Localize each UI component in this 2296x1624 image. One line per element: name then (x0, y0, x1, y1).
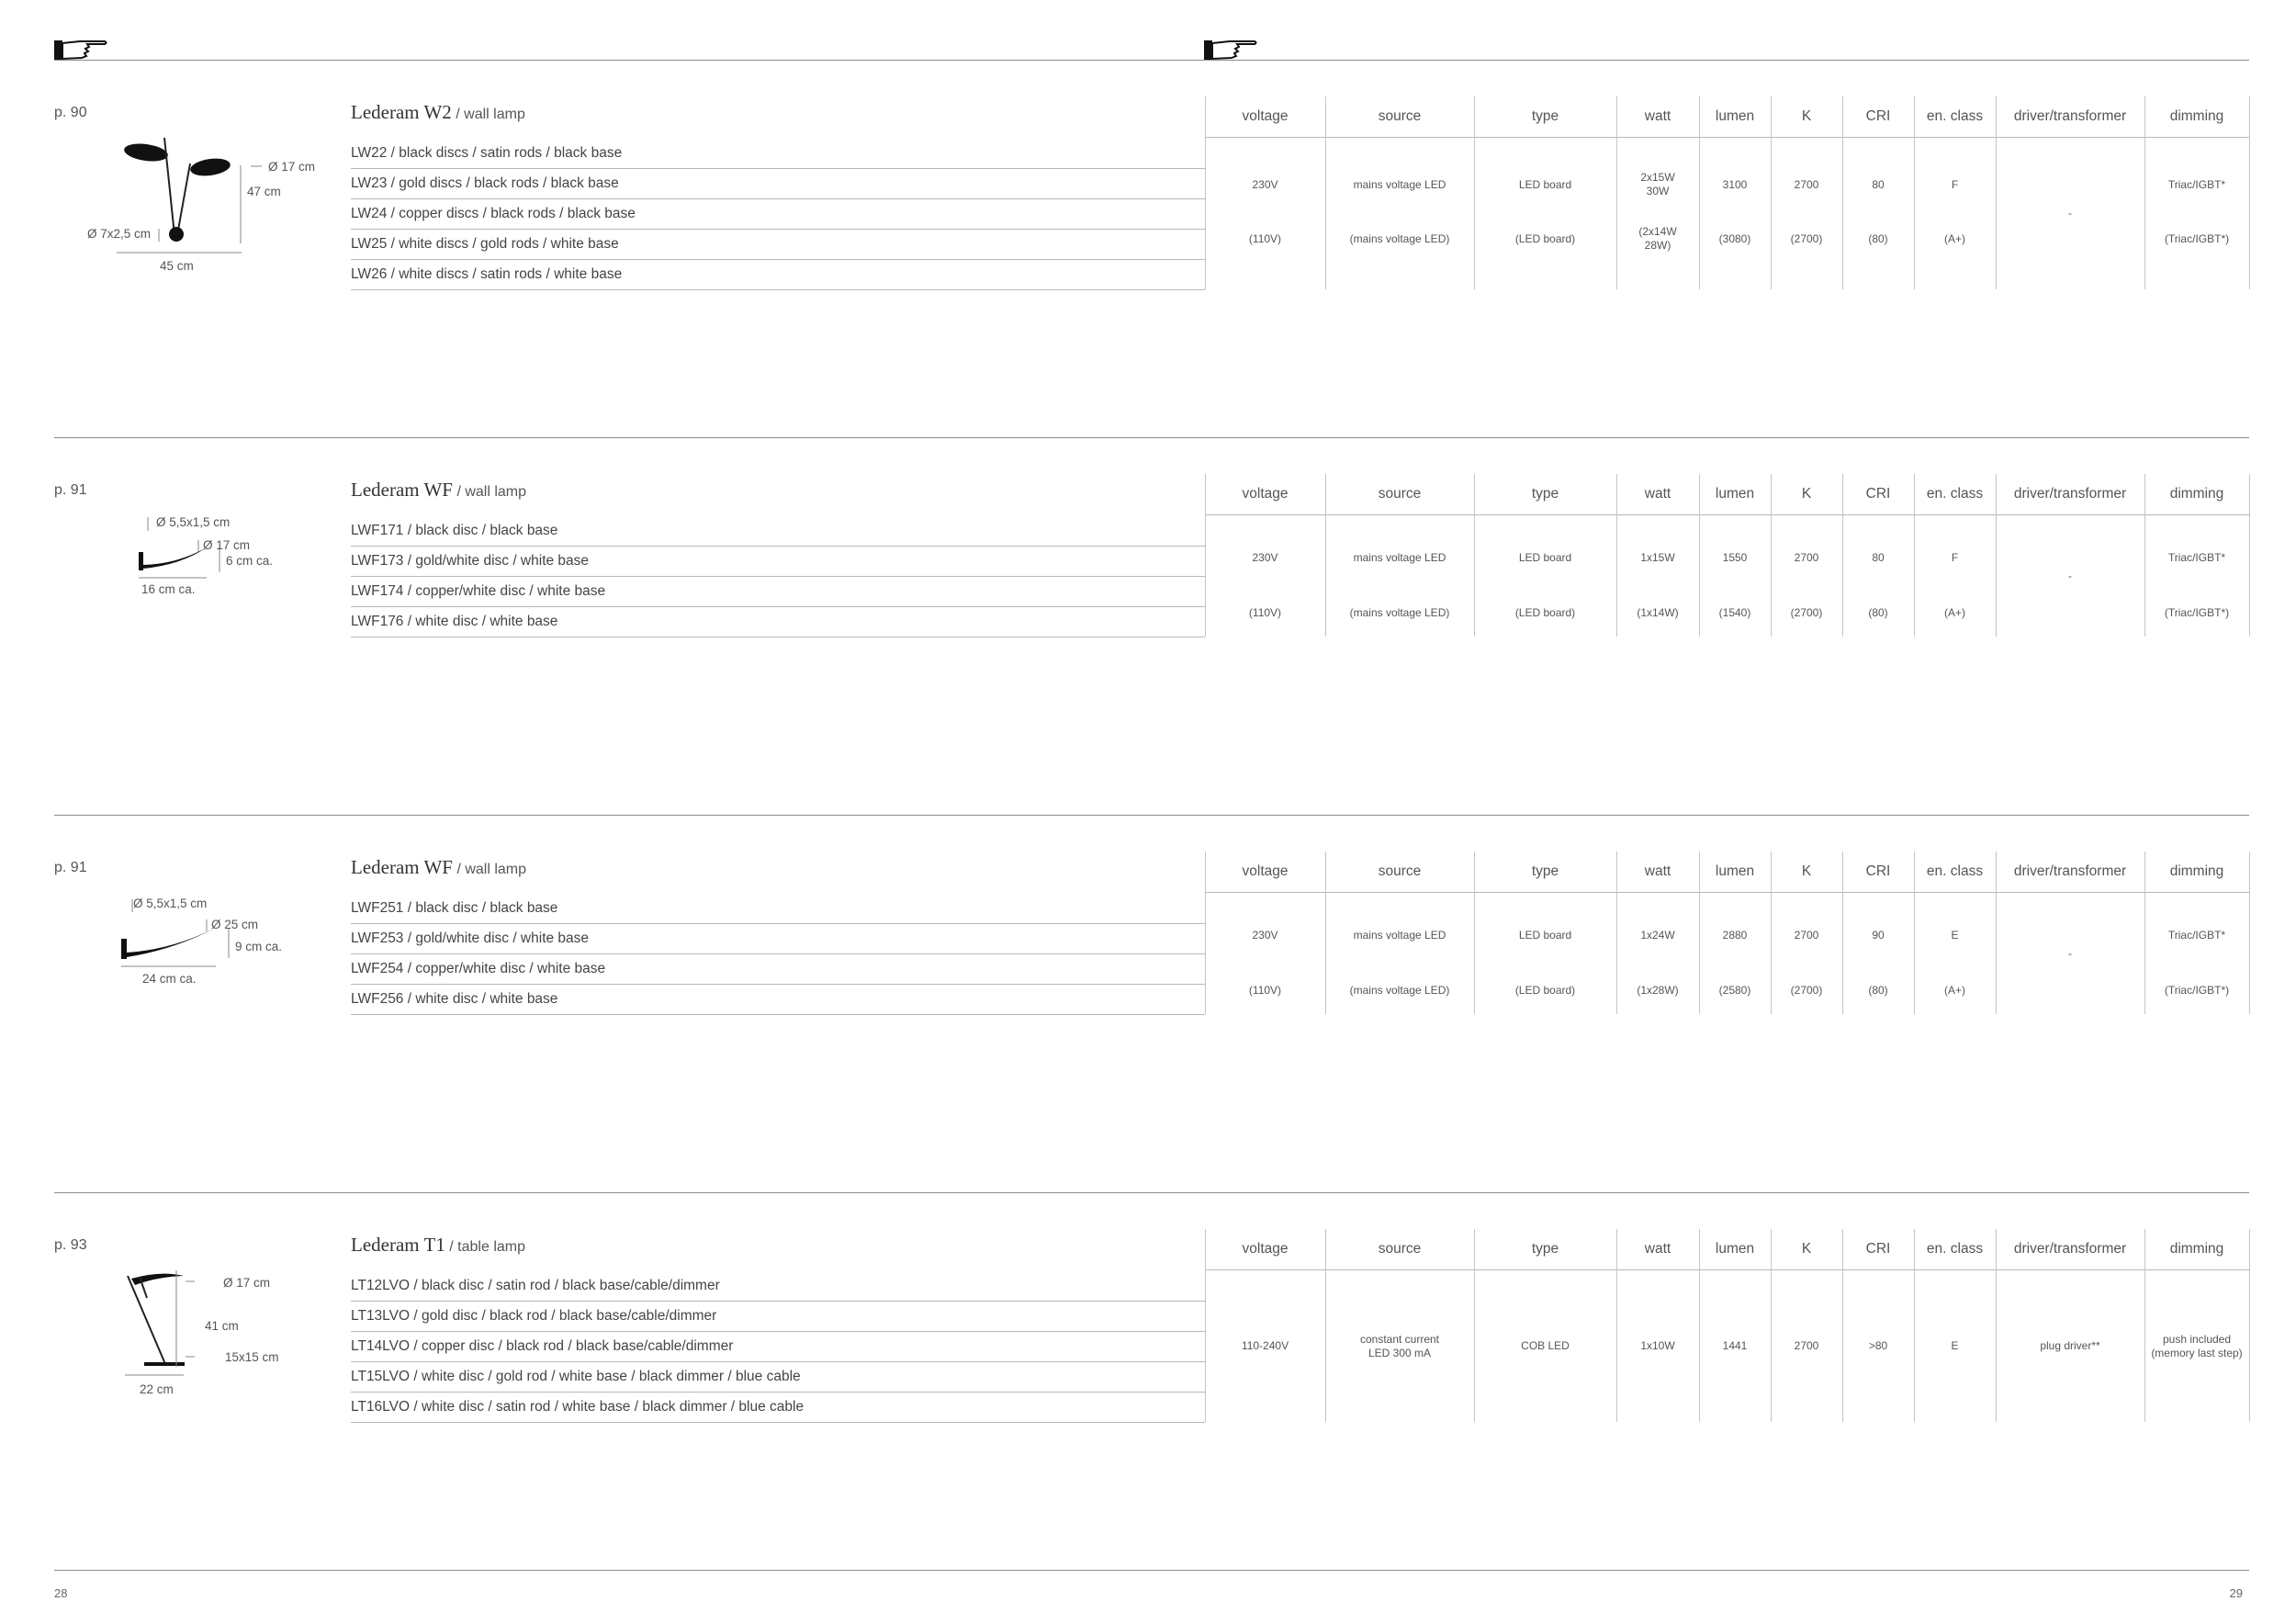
watt-value: (2x14W 28W) (1638, 225, 1677, 252)
dim-height: 6 cm ca. (226, 554, 274, 568)
column-separator (1699, 96, 1700, 289)
dim-disc-diameter: Ø 17 cm (203, 538, 251, 552)
type-value: COB LED (1521, 1339, 1570, 1352)
dimming-header: dimming (2144, 1229, 2249, 1270)
dimming-header: dimming (2144, 851, 2249, 893)
lumen-value: (3080) (1718, 231, 1751, 245)
voltage-value: 230V (1252, 928, 1278, 942)
dimming-header: dimming (2144, 474, 2249, 515)
source-value: (mains voltage LED) (1349, 605, 1450, 619)
dimming-value: (Triac/IGBT*) (2164, 605, 2230, 619)
source-header: source (1325, 96, 1474, 138)
lamp-dimension-drawing (54, 55, 348, 294)
type-value: LED board (1518, 550, 1572, 564)
source-value: mains voltage LED (1353, 928, 1446, 942)
product-type: / wall lamp (456, 484, 527, 500)
cri-value: (80) (1868, 983, 1888, 997)
page-number-left: 28 (54, 1586, 68, 1600)
page-number-right: 29 (2229, 1586, 2243, 1600)
lumen-header: lumen (1699, 474, 1771, 515)
cri-value: 80 (1872, 550, 1885, 564)
product-name: Lederam T1 (351, 1234, 445, 1256)
dimming-header: dimming (2144, 96, 2249, 138)
column-separator (2249, 851, 2250, 1014)
dimming-value: (Triac/IGBT*) (2164, 983, 2230, 997)
cri-header: CRI (1842, 1229, 1914, 1270)
page-reference: p. 90 (54, 105, 87, 120)
dim-height: 47 cm (247, 185, 281, 198)
variant-row: LT14LVO / copper disc / black rod / black base/cable/dimmer (351, 1331, 1205, 1362)
lumen-value: 1441 (1722, 1339, 1748, 1352)
variant-row: LT13LVO / gold disc / black rod / black base/cable/dimmer (351, 1301, 1205, 1332)
variant-row: LWF174 / copper/white disc / white base (351, 576, 1205, 607)
variant-row: LWF251 / black disc / black base (351, 893, 1205, 924)
dim-height: 41 cm (205, 1319, 239, 1333)
type-value: (LED board) (1514, 605, 1576, 619)
en-class-value: (A+) (1943, 231, 1965, 245)
dim-base: Ø 5,5x1,5 cm (133, 897, 208, 910)
column-separator (1325, 1229, 1326, 1422)
driver-value: - (2068, 207, 2072, 220)
column-separator (1699, 1229, 1700, 1422)
product-title (351, 1234, 525, 1257)
column-separator (1996, 1229, 1997, 1422)
watt-value: 1x10W (1640, 1339, 1675, 1352)
source-value: (mains voltage LED) (1349, 983, 1450, 997)
lumen-value: (1540) (1718, 605, 1751, 619)
variant-row: LWF171 / black disc / black base (351, 515, 1205, 547)
voltage-value: (110V) (1248, 983, 1282, 997)
product-title (351, 479, 526, 502)
k-value: 2700 (1794, 928, 1819, 942)
source-header: source (1325, 1229, 1474, 1270)
driver-header: driver/transformer (1996, 851, 2144, 893)
lamp-dimension-drawing (54, 1188, 348, 1427)
source-value: mains voltage LED (1353, 550, 1446, 564)
watt-value: 1x15W (1640, 550, 1675, 564)
type-value: LED board (1518, 928, 1572, 942)
voltage-header: voltage (1205, 474, 1325, 515)
voltage-header: voltage (1205, 96, 1325, 138)
en-class-value: E (1951, 1339, 1959, 1352)
bottom-rule (54, 1570, 2249, 1571)
column-separator (1205, 1229, 1206, 1422)
k-value: (2700) (1790, 605, 1823, 619)
cri-header: CRI (1842, 474, 1914, 515)
product-section-lederam-w2 (0, 0, 2296, 377)
voltage-header: voltage (1205, 851, 1325, 893)
cri-value: 80 (1872, 177, 1885, 191)
dim-width: 45 cm (160, 259, 194, 273)
page-reference: p. 91 (54, 482, 87, 498)
column-separator (1914, 1229, 1915, 1422)
k-header: K (1771, 474, 1842, 515)
watt-header: watt (1616, 851, 1699, 893)
voltage-value: (110V) (1248, 231, 1282, 245)
dimming-value: (Triac/IGBT*) (2164, 231, 2230, 245)
page-reference: p. 91 (54, 860, 87, 875)
product-type: / wall lamp (456, 107, 525, 122)
k-value: (2700) (1790, 231, 1823, 245)
variant-row: LWF254 / copper/white disc / white base (351, 953, 1205, 985)
page-reference: p. 93 (54, 1237, 87, 1253)
dimming-value: push included (memory last step) (2151, 1332, 2243, 1359)
cri-value: 90 (1872, 928, 1885, 942)
dim-disc-diameter: Ø 17 cm (223, 1276, 271, 1290)
en-class-header: en. class (1914, 96, 1996, 138)
lumen-header: lumen (1699, 96, 1771, 138)
en-class-value: (A+) (1943, 983, 1965, 997)
product-name: Lederam W2 (351, 101, 452, 123)
dim-base: Ø 7x2,5 cm (87, 227, 152, 241)
variant-row: LT15LVO / white disc / gold rod / white base / black dimmer / blue cable (351, 1361, 1205, 1393)
en-class-value: F (1951, 550, 1959, 564)
watt-value: 2x15W 30W (1640, 171, 1675, 197)
dim-disc-diameter: Ø 25 cm (211, 918, 259, 931)
column-separator (1996, 851, 1997, 1014)
driver-header: driver/transformer (1996, 1229, 2144, 1270)
lumen-header: lumen (1699, 851, 1771, 893)
source-value: mains voltage LED (1353, 177, 1446, 191)
variant-row: LT16LVO / white disc / satin rod / white base / black dimmer / blue cable (351, 1392, 1205, 1423)
k-value: 2700 (1794, 177, 1819, 191)
product-section-lederam-t1 (0, 1133, 2296, 1509)
product-type: / wall lamp (456, 862, 527, 877)
en-class-value: E (1951, 928, 1959, 942)
cri-value: (80) (1868, 231, 1888, 245)
watt-value: (1x14W) (1637, 605, 1679, 619)
column-separator (1842, 1229, 1843, 1422)
k-header: K (1771, 851, 1842, 893)
en-class-header: en. class (1914, 1229, 1996, 1270)
lumen-header: lumen (1699, 1229, 1771, 1270)
variant-row: LT12LVO / black disc / satin rod / black base/cable/dimmer (351, 1270, 1205, 1302)
column-separator (2144, 96, 2145, 289)
driver-value: - (2068, 569, 2072, 582)
en-class-value: (A+) (1943, 605, 1965, 619)
source-header: source (1325, 851, 1474, 893)
column-separator (1842, 96, 1843, 289)
voltage-value: 230V (1252, 177, 1278, 191)
column-separator (1771, 96, 1772, 289)
variant-row: LWF176 / white disc / white base (351, 606, 1205, 637)
type-header: type (1474, 1229, 1616, 1270)
variant-row: LW22 / black discs / satin rods / black base (351, 138, 1205, 169)
watt-header: watt (1616, 96, 1699, 138)
type-header: type (1474, 851, 1616, 893)
watt-header: watt (1616, 1229, 1699, 1270)
product-name: Lederam WF (351, 479, 453, 501)
product-title (351, 101, 525, 124)
type-header: type (1474, 474, 1616, 515)
column-separator (1616, 1229, 1617, 1422)
dim-width: 22 cm (140, 1382, 174, 1396)
lumen-value: 2880 (1722, 928, 1748, 942)
watt-header: watt (1616, 474, 1699, 515)
lumen-value: 1550 (1722, 550, 1748, 564)
lumen-value: 3100 (1722, 177, 1748, 191)
variant-row: LW25 / white discs / gold rods / white base (351, 229, 1205, 260)
source-value: (mains voltage LED) (1349, 231, 1450, 245)
column-separator (2249, 96, 2250, 289)
lamp-dimension-drawing (54, 810, 348, 1049)
column-separator (2144, 1229, 2145, 1422)
type-header: type (1474, 96, 1616, 138)
cri-header: CRI (1842, 96, 1914, 138)
source-value: constant current LED 300 mA (1359, 1332, 1440, 1359)
driver-header: driver/transformer (1996, 474, 2144, 515)
dim-disc-diameter: Ø 17 cm (268, 160, 316, 174)
column-separator (1996, 96, 1997, 289)
type-value: (LED board) (1514, 983, 1576, 997)
en-class-value: F (1951, 177, 1959, 191)
product-title (351, 856, 526, 879)
dimming-value: Triac/IGBT* (2167, 550, 2226, 564)
k-value: 2700 (1794, 1339, 1819, 1352)
type-value: LED board (1518, 177, 1572, 191)
column-separator (1474, 96, 1475, 289)
column-separator (1914, 96, 1915, 289)
dim-depth: 24 cm ca. (142, 972, 197, 986)
dim-height: 9 cm ca. (235, 940, 283, 953)
product-type: / table lamp (449, 1239, 525, 1255)
voltage-value: 230V (1252, 550, 1278, 564)
source-header: source (1325, 474, 1474, 515)
voltage-value: 110-240V (1241, 1339, 1289, 1352)
variant-row: LWF173 / gold/white disc / white base (351, 546, 1205, 577)
en-class-header: en. class (1914, 474, 1996, 515)
dimming-value: Triac/IGBT* (2167, 928, 2226, 942)
driver-header: driver/transformer (1996, 96, 2144, 138)
product-section-lederam-wf-17 (0, 378, 2296, 754)
column-separator (2249, 1229, 2250, 1422)
k-header: K (1771, 96, 1842, 138)
variant-row: LWF253 / gold/white disc / white base (351, 923, 1205, 954)
column-separator (1996, 474, 1997, 637)
dim-base: Ø 5,5x1,5 cm (156, 515, 231, 529)
column-separator (1325, 96, 1326, 289)
watt-value: 1x24W (1640, 928, 1675, 942)
column-separator (2249, 474, 2250, 637)
variant-row: LW23 / gold discs / black rods / black base (351, 168, 1205, 199)
k-value: 2700 (1794, 550, 1819, 564)
k-header: K (1771, 1229, 1842, 1270)
product-name: Lederam WF (351, 856, 453, 878)
type-value: (LED board) (1514, 231, 1576, 245)
driver-value: plug driver** (2040, 1339, 2100, 1352)
column-separator (1205, 96, 1206, 289)
en-class-header: en. class (1914, 851, 1996, 893)
dim-base: 15x15 cm (225, 1350, 279, 1364)
dimming-value: Triac/IGBT* (2167, 177, 2226, 191)
dim-depth: 16 cm ca. (141, 582, 196, 596)
variant-row: LW26 / white discs / satin rods / white base (351, 259, 1205, 290)
voltage-value: (110V) (1248, 605, 1282, 619)
k-value: (2700) (1790, 983, 1823, 997)
variant-row: LW24 / copper discs / black rods / black base (351, 198, 1205, 230)
lamp-dimension-drawing (54, 433, 348, 671)
lumen-value: (2580) (1718, 983, 1751, 997)
column-separator (1771, 1229, 1772, 1422)
product-section-lederam-wf-25 (0, 755, 2296, 1132)
cri-value: (80) (1868, 605, 1888, 619)
driver-value: - (2068, 946, 2072, 960)
cri-header: CRI (1842, 851, 1914, 893)
column-separator (1474, 1229, 1475, 1422)
variant-row: LWF256 / white disc / white base (351, 984, 1205, 1015)
voltage-header: voltage (1205, 1229, 1325, 1270)
cri-value: >80 (1868, 1339, 1888, 1352)
watt-value: (1x28W) (1637, 983, 1679, 997)
